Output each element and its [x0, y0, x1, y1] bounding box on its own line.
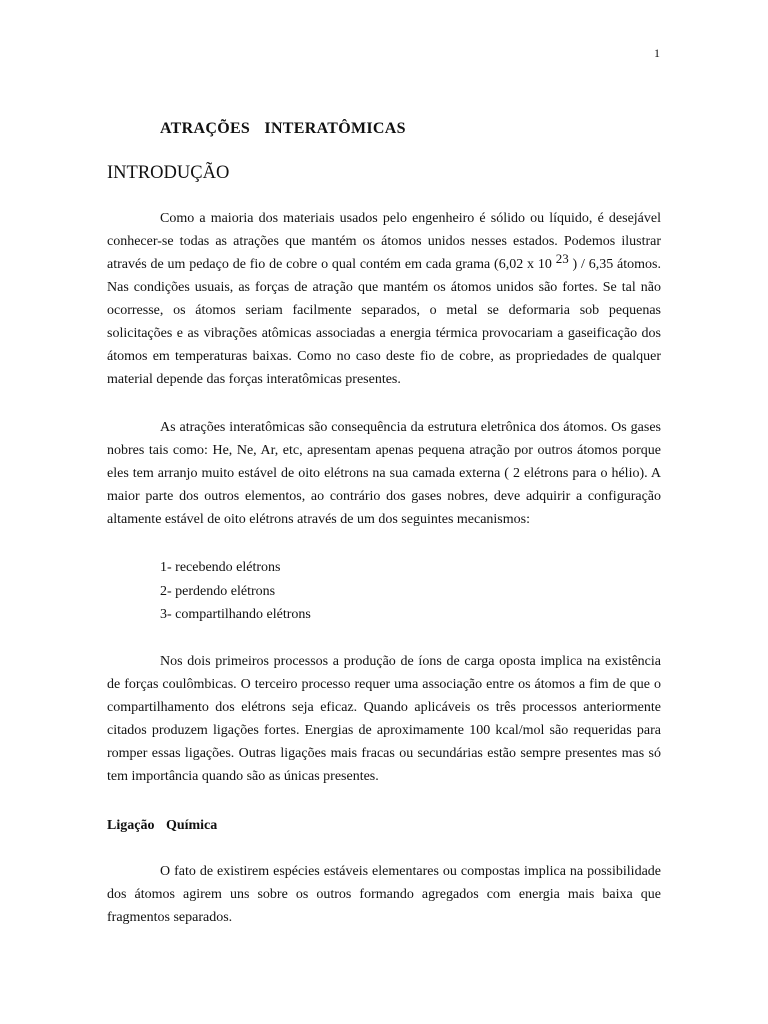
paragraph-text: Nos dois primeiros processos a produção de íons de carga oposta implica na existência de forças coulômbicas. O terceiro processo requer uma associação entre os átomos a fim de que o compartilhamento dos elétrons seja eficaz. Quando aplicáveis os três processos anteriormente citados produzem ligações fortes. Energias de aproximamente 100 kcal/mol são requeridas para romper essas ligações. Outras ligações mais fracas ou secundárias estão sempre presentes mas só tem importância quando são as únicas presentes. [107, 654, 661, 784]
list-item: 1- recebendo elétrons [160, 560, 281, 575]
exponent: 23 [555, 251, 569, 266]
list-item: 3- compartilhando elétrons [160, 607, 311, 622]
mechanisms-list [160, 556, 311, 627]
page-number: 1 [654, 46, 660, 60]
intro-text-before-exponent: Como a maioria dos materiais usados pelo engenheiro é sólido ou líquido, é desejável conhecer-se todas as atrações que mantém os átomos unidos nesses estados. Podemos ilustrar através de um pedaço de fio de cobre o qual contém em cada grama (6,02 x 10 [107, 211, 661, 272]
paragraph-processes [107, 650, 661, 788]
intro-text-after-exponent: ) / 6,35 átomos. Nas condições usuais, as forças de atração que mantém os átomos unidos são fortes. Se tal não ocorresse, os átomos seriam facilmente separados, o metal se deformaria sob pequenas solicitações e as vibrações atômicas associadas a energia térmica provocariam a gaseificação dos átomos em temperaturas baixas. Como no caso deste fio de cobre, as propriedades de qualquer material depende das forças interatômicas presentes. [107, 257, 662, 387]
paragraph-atomic-attractions [107, 416, 661, 531]
paragraph-chemical-bond [107, 860, 661, 929]
subheading-chemical-bond: Ligação Química [107, 818, 218, 833]
section-heading: INTRODUÇÃO [107, 163, 230, 183]
paragraph-text: As atrações interatômicas são consequência da estrutura eletrônica dos átomos. Os gases nobres tais como: He, Ne, Ar, etc, apresentam apenas pequena atração por outros átomos porque eles tem arranjo muito estável de oito elétrons na sua camada externa ( 2 elétrons para o hélio). A maior parte dos outros elementos, ao contrário dos gases nobres, deve adquirir a configuração altamente estável de oito elétrons através de um dos seguintes mecanismos: [107, 420, 661, 527]
intro-paragraph [107, 207, 661, 391]
paragraph-text: O fato de existirem espécies estáveis elementares ou compostas implica na possibilidade dos átomos agirem uns sobre os outros formando agregados com energia mais baixa que fragmentos separados. [107, 864, 661, 925]
document-title: ATRAÇÕES INTERATÔMICAS [160, 120, 406, 137]
list-item: 2- perdendo elétrons [160, 583, 276, 599]
